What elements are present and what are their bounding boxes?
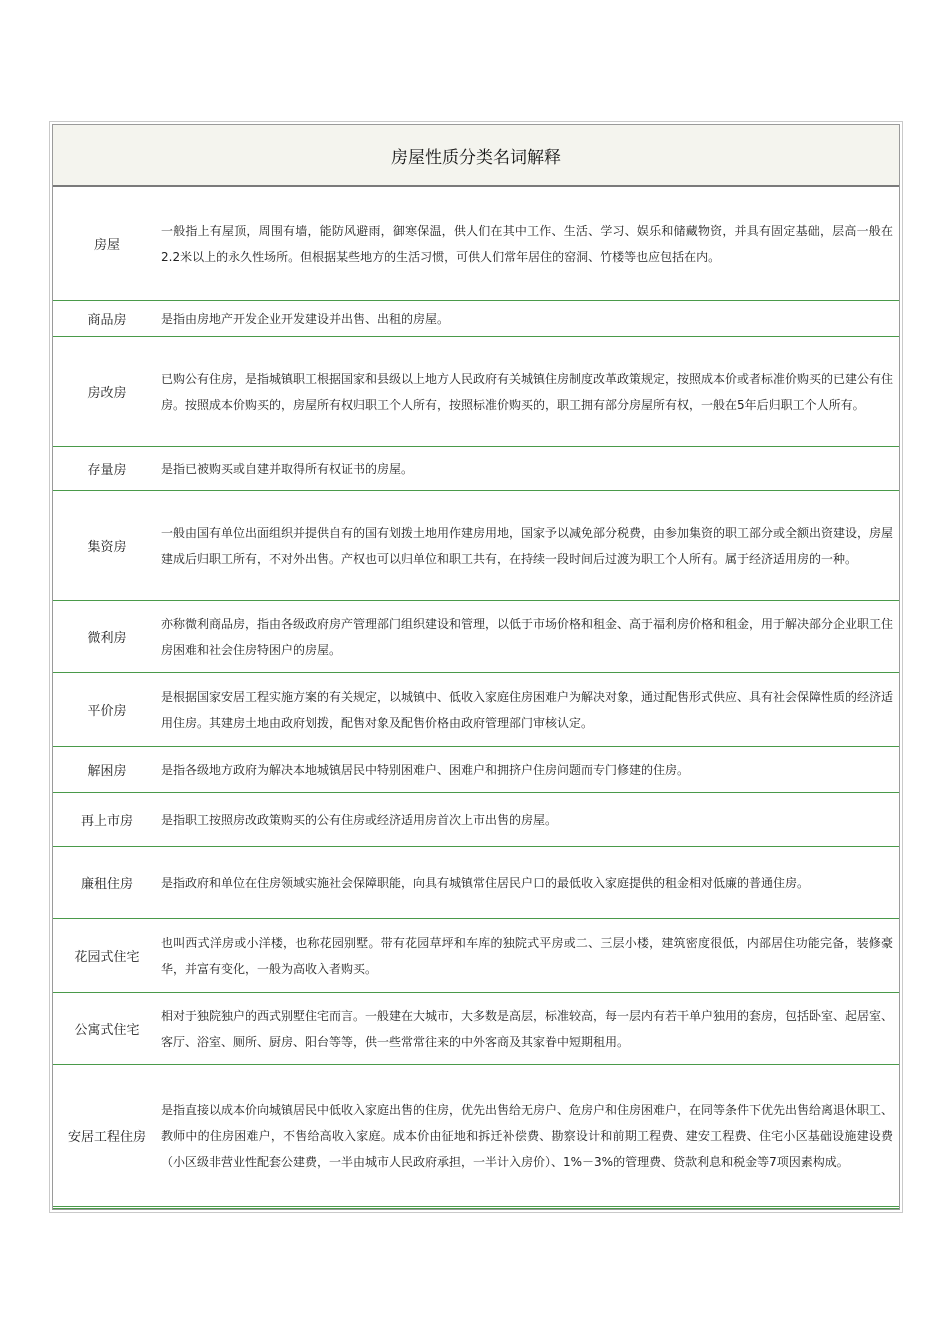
term-cell: 廉租住房 xyxy=(80,877,133,892)
table-row xyxy=(53,491,899,601)
definition-cell: 是根据国家安居工程实施方案的有关规定，以城镇中、低收入家庭住房困难户为解决对象，通过配售形式供应、具有社会保障性质的经济适用住房。其建房土地由政府划拨，配售对象及配售价格由政府管理部门审核认定。 xyxy=(161,689,894,730)
term-cell: 花园式住宅 xyxy=(74,950,140,965)
table-row xyxy=(53,673,899,747)
term-cell: 解困房 xyxy=(87,764,127,779)
table-row xyxy=(53,447,899,491)
table-row xyxy=(53,1065,899,1209)
definition-cell: 一般指上有屋顶，周围有墙，能防风避雨，御寒保温，供人们在其中工作、生活、学习、娱乐和储藏物资，并具有固定基础，层高一般在2.2米以上的永久性场所。但根据某些地方的生活习惯，可供人们常年居住的窑洞、竹楼等也应包括在内。 xyxy=(161,223,893,264)
term-cell: 存量房 xyxy=(87,463,127,478)
term-cell: 房屋 xyxy=(93,238,120,253)
definition-cell: 是指已被购买或自建并取得所有权证书的房屋。 xyxy=(161,461,414,476)
definition-cell: 亦称微利商品房，指由各级政府房产管理部门组织建设和管理，以低于市场价格和租金、高于福利房价格和租金，用于解决部分企业职工住房困难和社会住房特困户的房屋。 xyxy=(161,616,894,657)
table-body xyxy=(53,187,899,1209)
term-cell: 房改房 xyxy=(87,386,127,401)
definition-cell: 也叫西式洋房或小洋楼，也称花园别墅。带有花园草坪和车库的独院式平房或二、三层小楼，建筑密度很低，内部居住功能完备，装修豪华，并富有变化，一般为高收入者购买。 xyxy=(161,935,893,976)
table-row xyxy=(53,793,899,847)
term-cell: 平价房 xyxy=(87,704,127,719)
table-row xyxy=(53,993,899,1065)
term-cell: 集资房 xyxy=(87,540,127,555)
definition-cell: 一般由国有单位出面组织并提供自有的国有划拨土地用作建房用地，国家予以减免部分税费，由参加集资的职工部分或全额出资建设，房屋建成后归职工所有，不对外出售。产权也可以归单位和职工共有，在持续一段时间后过渡为职工个人所有。属于经济适用房的一种。 xyxy=(161,525,894,566)
definition-cell: 是指直接以成本价向城镇居民中低收入家庭出售的住房，优先出售给无房户、危房户和住房困难户，在同等条件下优先出售给离退休职工、教师中的住房困难户，不售给高收入家庭。成本价由征地和拆迁补偿费、勘察设计和前期工程费、建安工程费、住宅小区基础设施建设费（小区级非营业性配套公建费，一半由城市人民政府承担，一半计入房价）、1%－3%的管理费、贷款利息和税金等7项因素构成。 xyxy=(161,1102,894,1169)
definition-cell: 相对于独院独户的西式别墅住宅而言。一般建在大城市，大多数是高层，标准较高，每一层内有若干单户独用的套房，包括卧室、起居室、客厅、浴室、厕所、厨房、阳台等等，供一些常常往来的中外客商及其家眷中短期租用。 xyxy=(161,1008,894,1049)
definition-cell: 已购公有住房，是指城镇职工根据国家和县级以上地方人民政府有关城镇住房制度改革政策规定，按照成本价或者标准价购买的已建公有住房。按照成本价购买的，房屋所有权归职工个人所有，按照标准价购买的，职工拥有部分房屋所有权，一般在5年后归职工个人所有。 xyxy=(161,371,894,412)
table-row xyxy=(53,847,899,919)
table-row xyxy=(53,601,899,673)
table-row xyxy=(53,337,899,447)
table-row xyxy=(53,301,899,337)
term-cell: 安居工程住房 xyxy=(67,1130,146,1145)
definition-cell: 是指政府和单位在住房领域实施社会保障职能，向具有城镇常住居民户口的最低收入家庭提供的租金相对低廉的普通住房。 xyxy=(161,875,810,890)
definition-cell: 是指职工按照房改政策购买的公有住房或经济适用房首次上市出售的房屋。 xyxy=(161,812,558,827)
definition-cell: 是指由房地产开发企业开发建设并出售、出租的房屋。 xyxy=(161,311,450,326)
table-row xyxy=(53,919,899,993)
table-row xyxy=(53,747,899,793)
term-cell: 商品房 xyxy=(87,313,127,328)
term-cell: 微利房 xyxy=(87,631,127,646)
term-cell: 公寓式住宅 xyxy=(74,1023,140,1038)
definition-cell: 是指各级地方政府为解决本地城镇居民中特别困难户、困难户和拥挤户住房问题而专门修建的住房。 xyxy=(161,762,690,777)
term-cell: 再上市房 xyxy=(80,814,133,829)
table-title: 房屋性质分类名词解释 xyxy=(53,125,899,187)
table-row xyxy=(53,187,899,301)
glossary-table xyxy=(52,124,900,1210)
